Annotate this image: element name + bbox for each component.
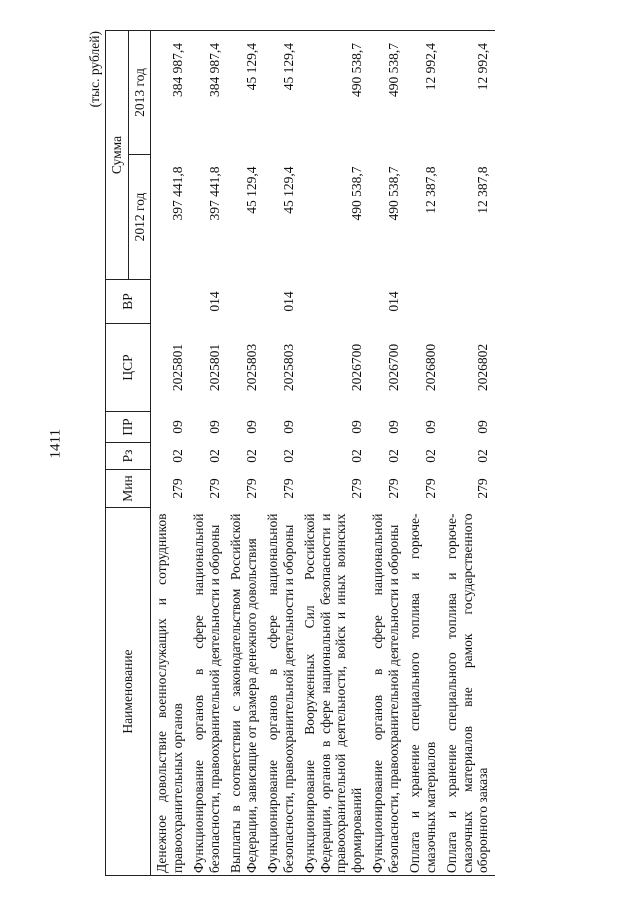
units-note: (тыс. рублей) bbox=[87, 31, 102, 108]
row-vr bbox=[441, 280, 495, 324]
row-name: Функционирование Вооруженных Сил Российской Федерации, органов в сфере национальной безопасности и правоохранительной деятельности, войск и иных воинских формирований bbox=[299, 508, 367, 876]
table-row bbox=[188, 30, 225, 875]
row-pr: 09 bbox=[280, 420, 296, 434]
page-number: 1411 bbox=[47, 429, 64, 459]
row-vr: 014 bbox=[206, 291, 222, 312]
row-2013: 384 987,4 bbox=[188, 30, 225, 154]
header-vr: ВР bbox=[106, 280, 151, 324]
row-rz: 02 bbox=[243, 449, 259, 463]
row-csr: 2026800 bbox=[422, 343, 438, 392]
row-pr: 09 bbox=[169, 420, 185, 434]
header-sum: Сумма bbox=[106, 30, 129, 279]
row-2013: 490 538,7 bbox=[367, 30, 404, 154]
row-name: Функционирование органов в сфере национальной безопасности, правоохранительной деятельности и обороны bbox=[262, 508, 299, 876]
row-vr: 014 bbox=[385, 291, 401, 312]
row-pr: 09 bbox=[348, 420, 364, 434]
row-vr bbox=[225, 280, 262, 324]
row-rz: 02 bbox=[385, 449, 401, 463]
row-rz: 02 bbox=[206, 449, 222, 463]
table-header bbox=[106, 30, 151, 875]
row-name: Оплата и хранение специального топлива и горюче-смазочных материалов вне рамок государственного оборонного заказа bbox=[441, 508, 495, 876]
row-rz: 02 bbox=[348, 449, 364, 463]
row-2013: 45 129,4 bbox=[262, 30, 299, 154]
row-name: Денежное довольствие военнослужащих и сотрудников правоохранительных органов bbox=[151, 508, 189, 876]
row-min: 279 bbox=[206, 478, 222, 499]
row-2012: 490 538,7 bbox=[385, 166, 401, 221]
row-pr: 09 bbox=[422, 420, 438, 434]
header-min: Мин bbox=[106, 470, 151, 508]
budget-table bbox=[105, 30, 495, 876]
row-csr: 2026700 bbox=[348, 343, 364, 392]
row-csr: 2025803 bbox=[280, 343, 296, 392]
row-vr bbox=[151, 280, 189, 324]
table-row bbox=[225, 30, 262, 875]
row-vr bbox=[299, 280, 367, 324]
table-row bbox=[262, 30, 299, 875]
row-pr: 09 bbox=[385, 420, 401, 434]
rotated-content bbox=[87, 31, 587, 876]
row-vr bbox=[404, 280, 441, 324]
header-name: Наименование bbox=[106, 508, 151, 876]
row-min: 279 bbox=[280, 478, 296, 499]
row-min: 279 bbox=[385, 478, 401, 499]
row-pr: 09 bbox=[243, 420, 259, 434]
row-2013: 490 538,7 bbox=[299, 30, 367, 154]
table-row bbox=[299, 30, 367, 875]
row-min: 279 bbox=[243, 478, 259, 499]
table-row bbox=[404, 30, 441, 875]
row-2013: 45 129,4 bbox=[225, 30, 262, 154]
header-csr: ЦСР bbox=[106, 324, 151, 412]
table-row bbox=[367, 30, 404, 875]
row-csr: 2026700 bbox=[385, 343, 401, 392]
table-body bbox=[151, 30, 495, 875]
row-pr: 09 bbox=[206, 420, 222, 434]
row-vr: 014 bbox=[280, 291, 296, 312]
row-rz: 02 bbox=[475, 449, 490, 463]
row-2012: 397 441,8 bbox=[169, 166, 185, 221]
row-2012: 45 129,4 bbox=[280, 166, 296, 214]
row-2012: 12 387,8 bbox=[422, 166, 438, 214]
row-min: 279 bbox=[169, 478, 185, 499]
row-2013: 12 992,4 bbox=[404, 30, 441, 154]
row-name: Оплата и хранение специального топлива и горюче-смазочных материалов bbox=[404, 508, 441, 876]
row-rz: 02 bbox=[422, 449, 438, 463]
row-csr: 2026802 bbox=[475, 343, 490, 392]
header-2013: 2013 год bbox=[129, 30, 151, 154]
row-min: 279 bbox=[422, 478, 438, 499]
row-2012: 12 387,8 bbox=[475, 166, 490, 214]
row-name: Функционирование органов в сфере национальной безопасности, правоохранительной деятельности и обороны bbox=[188, 508, 225, 876]
row-rz: 02 bbox=[169, 449, 185, 463]
row-2013: 384 987,4 bbox=[151, 30, 189, 154]
row-2013: 12 992,4 bbox=[441, 30, 495, 154]
row-2012: 397 441,8 bbox=[206, 166, 222, 221]
table-row bbox=[151, 30, 189, 875]
row-pr: 09 bbox=[475, 420, 490, 434]
header-rz: Рз bbox=[106, 443, 151, 470]
row-rz: 02 bbox=[280, 449, 296, 463]
row-name: Функционирование органов в сфере национальной безопасности, правоохранительной деятельности и обороны bbox=[367, 508, 404, 876]
row-2012: 490 538,7 bbox=[348, 166, 364, 221]
row-2012: 45 129,4 bbox=[243, 166, 259, 214]
row-min: 279 bbox=[348, 478, 364, 499]
row-csr: 2025803 bbox=[243, 343, 259, 392]
header-pr: ПР bbox=[106, 412, 151, 443]
row-min: 279 bbox=[475, 478, 490, 499]
table-row bbox=[441, 30, 495, 875]
row-csr: 2025801 bbox=[169, 343, 185, 392]
row-csr: 2025801 bbox=[206, 343, 222, 392]
row-name: Выплаты в соответствии с законодательством Российской Федерации, зависящие от размера денежного довольствия bbox=[225, 508, 262, 876]
header-2012: 2012 год bbox=[129, 155, 151, 280]
